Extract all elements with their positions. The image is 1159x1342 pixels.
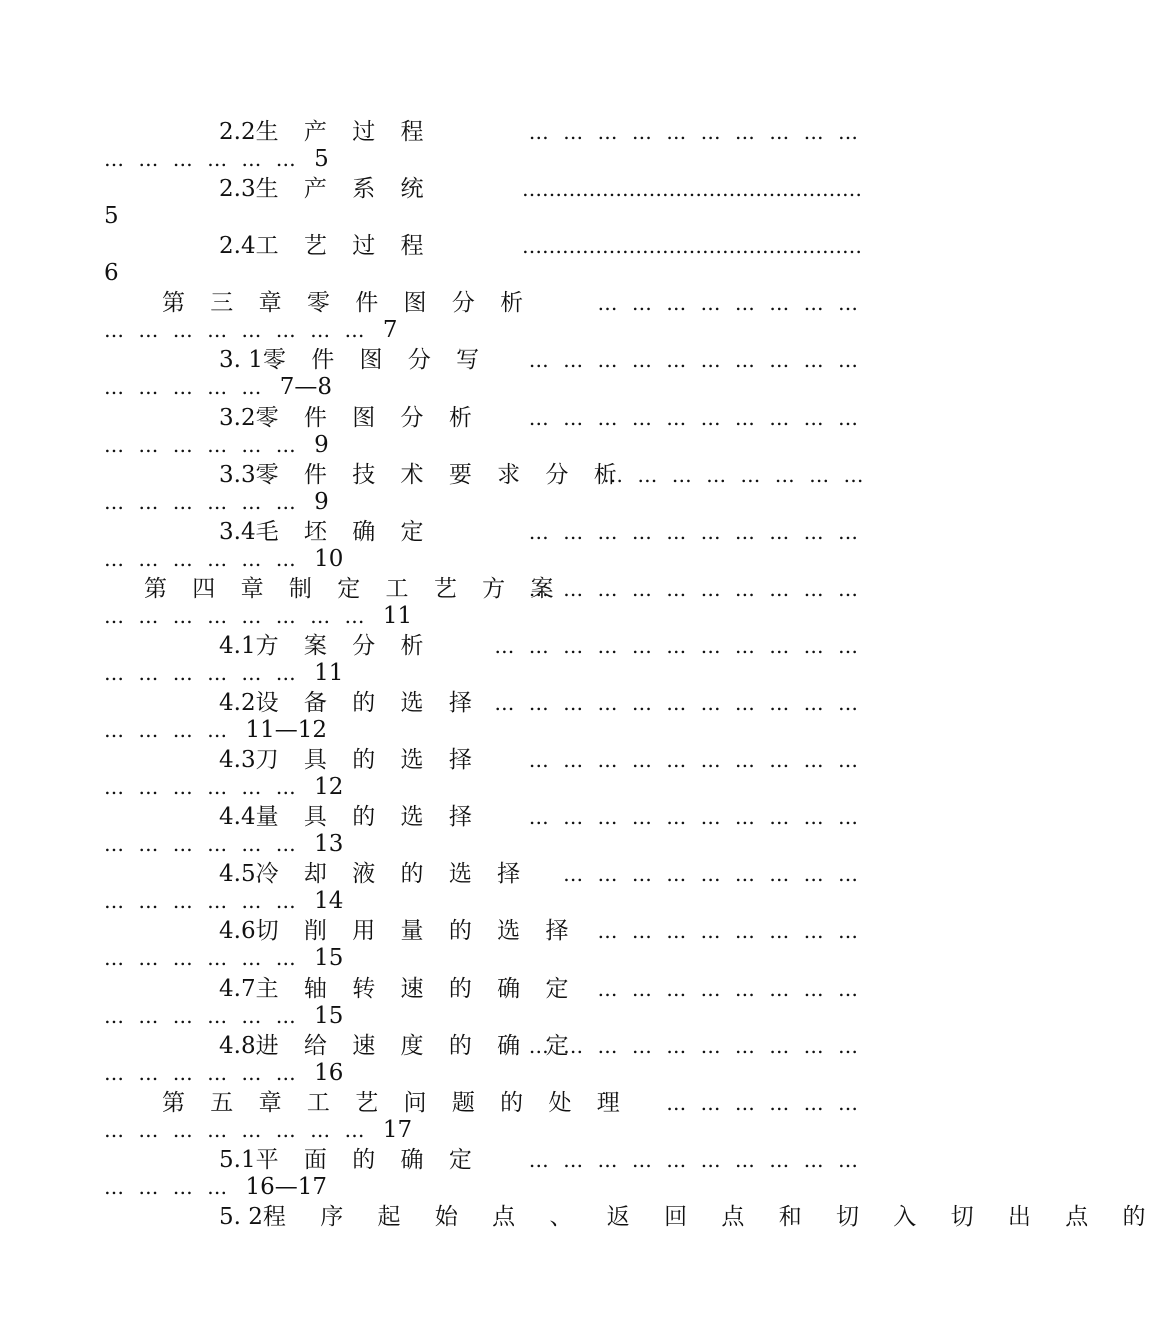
toc-section-title: 工 艺 过 程 xyxy=(255,233,433,260)
toc-heading-line xyxy=(219,345,488,375)
toc-section-number: 5.1 xyxy=(219,1146,256,1173)
toc-section-number: 4.7 xyxy=(219,975,256,1002)
toc-dot-leader-continued: … … … … … … xyxy=(104,946,311,971)
toc-continuation-line xyxy=(104,715,327,745)
toc-heading-line xyxy=(219,517,433,547)
toc-dot-leader-continued: … … … … … … … … xyxy=(104,603,379,628)
toc-section-title: 程 序 起 始 点 、 返 回 点 和 切 入 切 出 点 的 xyxy=(262,1203,1159,1230)
toc-dot-leader-continued: … … … … … … xyxy=(104,660,311,685)
toc-section-title: 刀 具 的 选 择 xyxy=(255,747,481,774)
toc-dot-leader: … … … … … … … … … … xyxy=(528,405,862,430)
toc-page-number: 14 xyxy=(314,888,344,915)
toc-dot-leader-continued: … … … … … … xyxy=(104,1003,311,1028)
toc-section-title: 主 轴 转 速 的 确 定 xyxy=(255,975,578,1002)
toc-page-number: 15 xyxy=(314,1002,344,1029)
toc-entry xyxy=(0,859,950,916)
toc-heading-line xyxy=(144,574,563,604)
toc-page-number: 6 xyxy=(104,260,119,287)
toc-page-number: 9 xyxy=(314,488,329,515)
toc-entry xyxy=(0,631,950,688)
toc-continuation-line xyxy=(104,258,119,288)
toc-section-number: 4.3 xyxy=(219,747,256,774)
toc-section-number: 5. 2 xyxy=(219,1203,263,1230)
toc-continuation-line xyxy=(104,544,343,574)
toc-continuation-line xyxy=(104,886,343,916)
toc-dot-leader-continued: … … … … … … xyxy=(104,147,311,171)
toc-heading-line xyxy=(219,231,433,261)
toc-continuation-line xyxy=(104,658,343,688)
toc-section-number: 4.2 xyxy=(219,690,256,716)
toc-heading-line xyxy=(162,1088,629,1118)
toc-section-title: 毛 坯 确 定 xyxy=(255,518,433,545)
toc-entry xyxy=(0,517,950,574)
toc-entry xyxy=(0,802,950,859)
toc-section-title: 冷 却 液 的 选 择 xyxy=(255,861,530,888)
toc-entry xyxy=(0,745,950,802)
toc-entry xyxy=(0,1088,950,1145)
toc-page-number: 11 xyxy=(382,602,413,629)
toc-dot-leader: …………………………………………… xyxy=(522,177,862,202)
toc-section-number: 4.8 xyxy=(219,1032,256,1059)
toc-dot-leader: … … … … … … … … … … xyxy=(528,519,862,544)
toc-heading-line xyxy=(219,745,481,775)
toc-dot-leader: … … … … … … … … … … … xyxy=(494,691,862,715)
toc-continuation-line xyxy=(104,430,329,460)
toc-continuation-line xyxy=(104,372,332,402)
toc-entry xyxy=(0,345,950,402)
toc-page-number: 10 xyxy=(314,545,344,572)
toc-entry xyxy=(0,1202,1159,1259)
toc-page-number: 16 xyxy=(314,1059,344,1086)
toc-heading-line xyxy=(219,403,481,433)
toc-entry xyxy=(0,288,950,345)
toc-section-title: 第 四 章 制 定 工 艺 方 案 xyxy=(144,575,563,602)
toc-section-title: 量 具 的 选 择 xyxy=(255,804,481,831)
toc-dot-leader: … … … … … … xyxy=(666,1090,862,1115)
toc-dot-leader-continued: … … … … … … xyxy=(104,489,311,514)
toc-section-title: 生 产 系 统 xyxy=(255,176,433,203)
toc-dot-leader-continued: … … … … … … xyxy=(104,775,311,800)
toc-continuation-line xyxy=(104,829,343,859)
toc-page-number: 15 xyxy=(314,945,344,972)
toc-section-number: 4.6 xyxy=(219,918,256,945)
toc-dot-leader-continued: … … … … … … xyxy=(104,546,311,571)
toc-section-number: 3.4 xyxy=(219,518,256,545)
toc-section-title: 第 五 章 工 艺 问 题 的 处 理 xyxy=(162,1089,629,1116)
toc-entry xyxy=(0,574,950,631)
toc-section-title: 零 件 图 分 析 xyxy=(255,404,481,431)
toc-dot-leader-continued: … … … … … … … … xyxy=(104,1117,379,1142)
toc-page-number: 17 xyxy=(382,1116,413,1143)
toc-page-number: 5 xyxy=(314,146,329,172)
toc-entry xyxy=(0,117,950,174)
toc-page-number: 13 xyxy=(314,831,344,858)
toc-entry xyxy=(0,1145,950,1202)
toc-dot-leader-continued: … … … … xyxy=(104,718,242,742)
toc-dot-leader: … … … … … … … … xyxy=(603,462,868,487)
toc-heading-line xyxy=(219,859,529,889)
toc-section-title: 生 产 过 程 xyxy=(255,119,433,145)
toc-entry xyxy=(0,231,950,288)
toc-page-number: 9 xyxy=(314,431,329,458)
toc-section-number: 4.1 xyxy=(219,632,256,659)
toc-dot-leader: … … … … … … … … xyxy=(597,919,862,944)
toc-dot-leader-continued: … … … … … … xyxy=(104,832,311,857)
toc-heading-line xyxy=(219,916,577,946)
toc-page-number: 16—17 xyxy=(245,1173,327,1200)
toc-heading-line xyxy=(219,974,577,1004)
toc-continuation-line xyxy=(104,601,412,631)
toc-section-number: 2.4 xyxy=(219,233,256,260)
toc-section-number: 4.4 xyxy=(219,804,256,831)
toc-section-number: 4.5 xyxy=(219,861,256,888)
toc-heading-line xyxy=(162,288,532,318)
toc-dot-leader: … … … … … … … … … … xyxy=(528,748,862,773)
toc-dot-leader: …………………………………………… xyxy=(522,234,862,259)
toc-dot-leader-continued: … … … … … … xyxy=(104,889,311,914)
toc-heading-line xyxy=(219,802,481,832)
toc-section-title: 零 件 技 术 要 求 分 析 xyxy=(255,461,626,488)
toc-heading-line xyxy=(219,1202,1159,1232)
toc-continuation-line xyxy=(104,1001,343,1031)
toc-dot-leader-continued: … … … … xyxy=(104,1174,242,1199)
toc-section-title: 方 案 分 析 xyxy=(255,632,433,659)
toc-page-number: 11 xyxy=(314,659,344,686)
toc-dot-leader-continued: … … … … … … xyxy=(104,1060,311,1085)
toc-heading-line xyxy=(219,117,433,147)
toc-dot-leader: … … … … … … … … xyxy=(597,976,862,1001)
toc-continuation-line xyxy=(104,1172,327,1202)
toc-continuation-line xyxy=(104,487,329,517)
toc-dot-leader: … … … … … … … … … … xyxy=(528,576,862,601)
toc-continuation-line xyxy=(104,315,398,345)
toc-continuation-line xyxy=(104,201,119,231)
toc-heading-line xyxy=(219,631,433,661)
toc-dot-leader: … … … … … … … … … xyxy=(563,862,862,887)
toc-section-number: 3. 1 xyxy=(219,347,263,374)
toc-entry xyxy=(0,974,950,1031)
toc-continuation-line xyxy=(104,1115,412,1145)
toc-dot-leader: … … … … … … … … xyxy=(597,291,862,316)
toc-page-number: 7 xyxy=(382,317,398,344)
toc-page-number: 12 xyxy=(314,774,344,801)
toc-section-number: 3.2 xyxy=(219,404,256,431)
toc-heading-line xyxy=(219,1145,481,1175)
toc-dot-leader: … … … … … … … … … … xyxy=(528,120,862,144)
toc-dot-leader-continued: … … … … … … xyxy=(104,432,311,457)
toc-dot-leader: … … … … … … … … … … xyxy=(528,805,862,830)
toc-entry xyxy=(0,403,950,460)
toc-entry xyxy=(0,174,950,231)
toc-dot-leader: … … … … … … … … … … … xyxy=(494,633,862,658)
toc-section-title: 切 削 用 量 的 选 择 xyxy=(255,918,578,945)
toc-section-title: 零 件 图 分 写 xyxy=(262,347,489,374)
toc-continuation-line xyxy=(104,1058,343,1088)
toc-section-title: 进 给 速 度 的 确 定 xyxy=(255,1032,578,1059)
toc-entry xyxy=(0,460,950,517)
toc-page-number: 7—8 xyxy=(279,374,333,401)
toc-dot-leader: … … … … … … … … … … xyxy=(528,1033,862,1058)
toc-section-number: 3.3 xyxy=(219,461,256,488)
toc-dot-leader-continued: … … … … … xyxy=(104,375,276,400)
toc-section-title: 平 面 的 确 定 xyxy=(255,1146,481,1173)
toc-entry xyxy=(0,688,950,745)
toc-continuation-line xyxy=(104,943,343,973)
toc-page-number: 11—12 xyxy=(245,717,327,743)
toc-section-number: 2.2 xyxy=(219,119,256,145)
toc-dot-leader: … … … … … … … … … … xyxy=(528,1147,862,1172)
toc-section-title: 第 三 章 零 件 图 分 析 xyxy=(162,290,533,317)
toc-section-title: 设 备 的 选 择 xyxy=(255,690,481,716)
toc-dot-leader: … … … … … … … … … … xyxy=(528,348,862,373)
toc-page-number: 5 xyxy=(104,203,119,230)
toc-heading-line xyxy=(219,460,626,490)
toc-continuation-line xyxy=(104,144,329,174)
toc-continuation-line xyxy=(104,772,343,802)
toc-entry xyxy=(0,916,950,973)
toc-dot-leader-continued: … … … … … … … … xyxy=(104,318,379,343)
toc-entry xyxy=(0,1031,950,1088)
toc-heading-line xyxy=(219,174,433,204)
toc-section-number: 2.3 xyxy=(219,176,256,203)
toc-heading-line xyxy=(219,688,481,718)
